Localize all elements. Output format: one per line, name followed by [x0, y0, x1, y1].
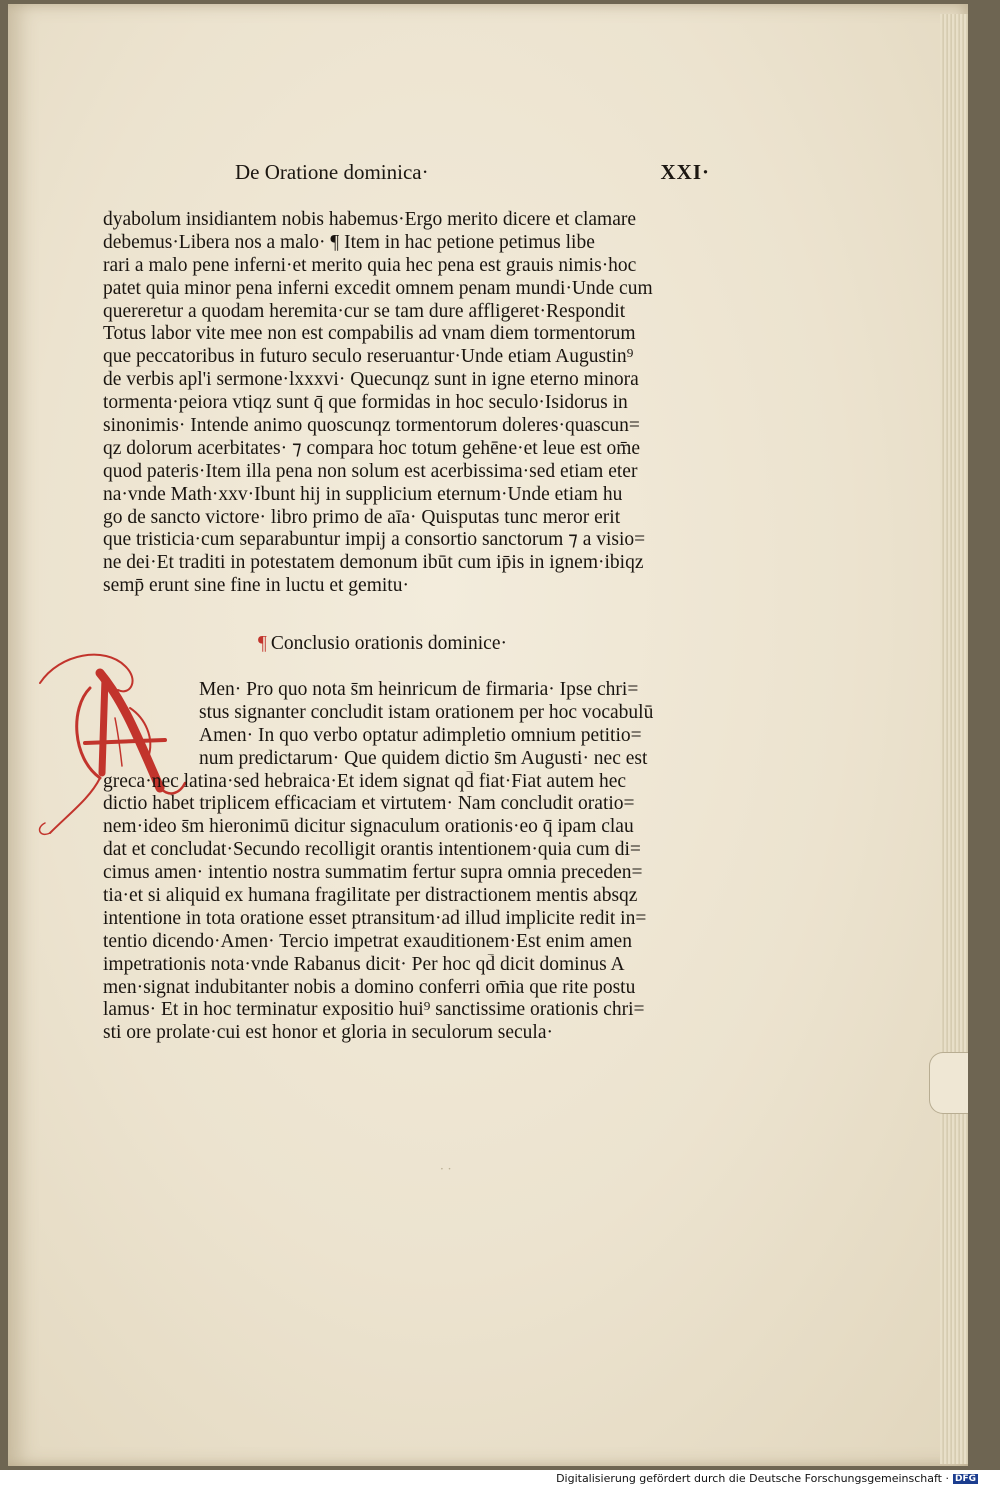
- text-line: dat et concludat·Secundo recolligit orantis intentionem·quia cum di=: [103, 839, 641, 861]
- digitization-credit: [556, 1472, 978, 1485]
- text-line: patet quia minor pena inferni excedit omnem penam mundi·Unde cum: [103, 277, 653, 299]
- text-line: men·signat indubitanter nobis a domino conferri om̄ia que rite postu: [103, 976, 636, 998]
- text-line: go de sancto victore· libro primo de aīa· Quisputas tunc meror erit: [103, 506, 621, 528]
- text-line: que tristicia·cum separabuntur impij a consortio sanctorum ⁊ a visio=: [103, 529, 646, 551]
- text-line: Men· Pro quo nota s̄m heinricum de firmaria· Ipse chri=: [199, 679, 639, 700]
- text-line: dictio habet triplicem efficaciam et virtutem· Nam concludit oratio=: [103, 793, 635, 815]
- section-heading: [258, 633, 507, 655]
- text-line: que peccatoribus in futuro seculo reseruantur·Unde etiam Augustin⁹: [103, 346, 634, 368]
- text-line: sinonimis· Intende animo quoscunqz tormentorum doleres·quascun=: [103, 415, 640, 437]
- text-line: greca·nec latina·sed hebraica·Et idem signat qd̄ fiat·Fiat autem hec: [103, 770, 627, 792]
- credit-text: Digitalisierung gefördert durch die Deutsche Forschungsgemeinschaft ·: [556, 1472, 949, 1485]
- text-line: lamus· Et in hoc terminatur expositio hui⁹ sanctissime orationis chri=: [103, 999, 645, 1021]
- text-line: quod pateris·Item illa pena non solum est acerbissima·sed etiam eter: [103, 460, 638, 482]
- text-line: intentione in tota oratione esset ptransitum·ad illud implicite redit in=: [103, 907, 647, 929]
- pilcrow-icon: ¶: [258, 633, 267, 654]
- text-line: de verbis apl'i sermone·lxxxvi· Quecunqz sunt in igne eterno minora: [103, 369, 639, 391]
- text-line: ne dei·Et traditi in potestatem demonum ibūt cum ip̄is in ignem·ibiqz: [103, 552, 644, 574]
- running-title: De Oratione dominica·: [235, 160, 429, 184]
- text-line: Amen· In quo verbo optatur adimpletio omnium petitio=: [199, 724, 642, 746]
- text-line: Totus labor vite mee non est compabilis ad vnam diem tormentorum: [103, 323, 636, 345]
- text-line: impetrationis nota·vnde Rabanus dicit· Per hoc qd̄ dicit dominus A: [103, 953, 625, 975]
- text-line: debemus·Libera nos a malo· ¶ Item in hac petione petimus libe: [103, 231, 595, 253]
- text-block-2: [103, 679, 723, 1045]
- text-line: num predictarum· Que quidem dictio s̄m Augusti· nec est: [199, 747, 648, 769]
- section-heading-text: Conclusio orationis dominice·: [270, 633, 507, 654]
- bookmark-tab: [929, 1052, 968, 1114]
- dfg-logo: DFG: [954, 1474, 976, 1484]
- text-line: tia·et si aliquid ex humana fragilitate per distractionem mentis absqz: [103, 885, 638, 907]
- text-block-1: [103, 209, 723, 598]
- print-speckle: · ·: [440, 1162, 452, 1176]
- text-line: stus signanter concludit istam orationem per hoc vocabulū: [199, 701, 654, 723]
- running-header: [235, 160, 710, 190]
- page-edges: [940, 14, 968, 1464]
- text-line: tentio dicendo·Amen· Tercio impetrat exauditionem·Est enim amen: [103, 930, 632, 952]
- text-line: dyabolum insidiantem nobis habemus·Ergo merito dicere et clamare: [103, 209, 637, 230]
- text-line: cimus amen· intentio nostra summatim fertur supra omnia preceden=: [103, 862, 643, 884]
- text-line: sti ore prolate·cui est honor et gloria in seculorum secula·: [103, 1022, 553, 1044]
- text-line: semp̄ erunt sine fine in luctu et gemitu·: [103, 575, 409, 597]
- text-line: qz dolorum acerbitates· ⁊ compara hoc totum gehēne·et leue est om̄e: [103, 437, 641, 459]
- text-line: nem·ideo s̄m hieronimū dicitur signaculum orationis·eo q̄ ipam clau: [103, 816, 634, 838]
- text-line: tormenta·peiora vtiqz sunt q̄ que formidas in hoc seculo·Isidorus in: [103, 392, 628, 414]
- text-line: rari a malo pene inferni·et merito quia hec pena est grauis nimis·hoc: [103, 254, 637, 276]
- text-line: quereretur a quodam heremita·cur se tam dure affligeret·Respondit: [103, 300, 626, 322]
- folio-number: XXI·: [660, 160, 710, 184]
- text-line: na·vnde Math·xxv·Ibunt hij in supplicium eternum·Unde etiam hu: [103, 483, 623, 505]
